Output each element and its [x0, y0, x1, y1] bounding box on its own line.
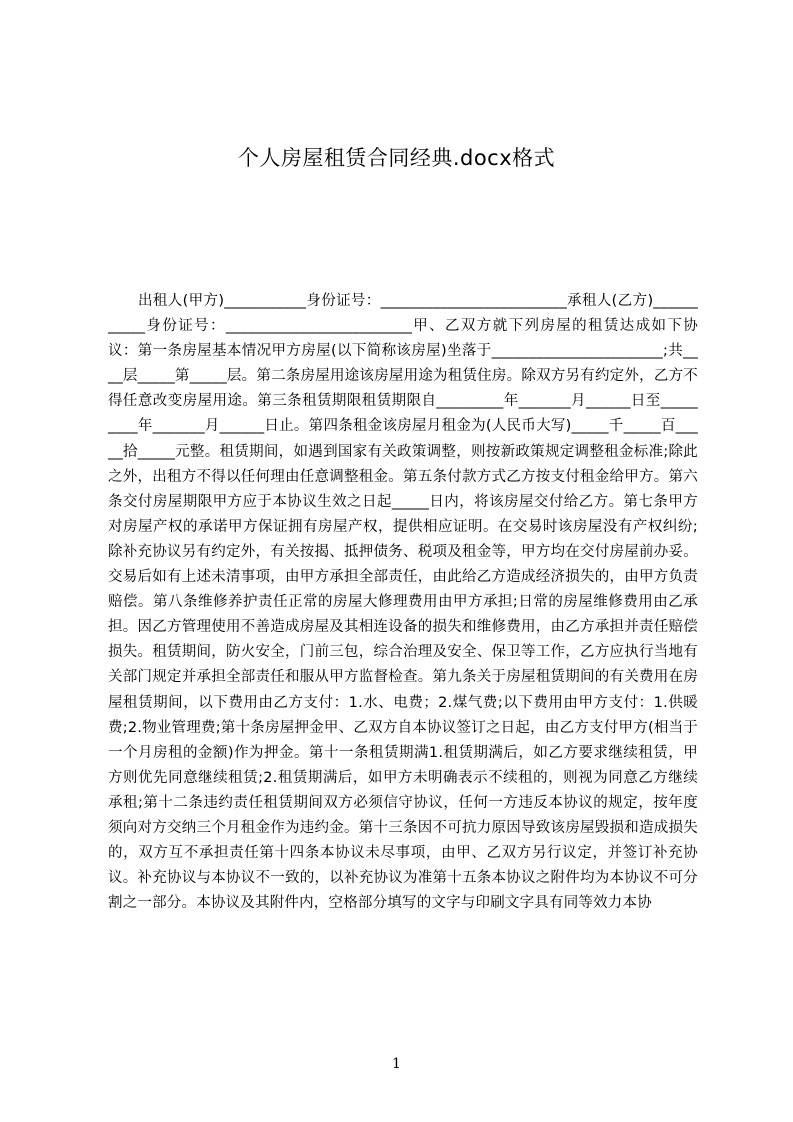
document-title: 个人房屋租赁合同经典.docx格式: [237, 146, 556, 170]
page-number: 1: [392, 1056, 401, 1072]
contract-body-paragraph: 出租人(甲方)___________身份证号：_________________________承租人(乙方)___________身份证号：_________________________甲、乙双方就下列房屋的租赁达成如下协议：第一条房屋基本情况甲方房屋(以下简称该房屋)坐落于_______________________;共____层_____第_____层。第二条房屋用途该房屋用途为租赁住房。除双方另有约定外，乙方不得任意改变房屋用途。第三条租赁期限租赁期限自_________年_______月______日至_________年_______月______日止。第四条租金该房屋月租金为(人民币大写)_____千_____百_____拾_____元整。租赁期间，如遇到国家有关政策调整，则按新政策规定调整租金标准;除此之外，出租方不得以任何理由任意调整租金。第五条付款方式乙方按支付租金给甲方。第六条交付房屋期限甲方应于本协议生效之日起_____日内，将该房屋交付给乙方。第七条甲方对房屋产权的承诺甲方保证拥有房屋产权，提供相应证明。在交易时该房屋没有产权纠纷;除补充协议另有约定外，有关按揭、抵押债务、税项及租金等，甲方均在交付房屋前办妥。交易后如有上述未清事项，由甲方承担全部责任，由此给乙方造成经济损失的，由甲方负责赔偿。第八条维修养护责任正常的房屋大修理费用由甲方承担;日常的房屋维修费用由乙承担。因乙方管理使用不善造成房屋及其相连设备的损失和维修费用，由乙方承担并责任赔偿损失。租赁期间，防火安全，门前三包，综合治理及安全、保卫等工作，乙方应执行当地有关部门规定并承担全部责任和服从甲方监督检查。第九条关于房屋租赁期间的有关费用在房屋租赁期间，以下费用由乙方支付：1.水、电费；2.煤气费;以下费用由甲方支付：1.供暖费;2.物业管理费;第十条房屋押金甲、乙双方自本协议签订之日起，由乙方支付甲方(相当于一个月房租的金额)作为押金。第十一条租赁期满1.租赁期满后，如乙方要求继续租赁，甲方则优先同意继续租赁;2.租赁期满后，如甲方未明确表示不续租的，则视为同意乙方继续承租;第十二条违约责任租赁期间双方必须信守协议，任何一方违反本协议的规定，按年度须向对方交纳三个月租金作为违约金。第十三条因不可抗力原因导致该房屋毁损和造成损失的，双方互不承担责任第十四条本协议未尽事项，由甲、乙双方另行议定，并签订补充协议。补充协议与本协议不一致的，以补充协议为准第十五条本协议之附件均为本协议不可分割之一部分。本协议及其附件内，空格部分填写的文字与印刷文字具有同等效力本协: [108, 293, 698, 912]
